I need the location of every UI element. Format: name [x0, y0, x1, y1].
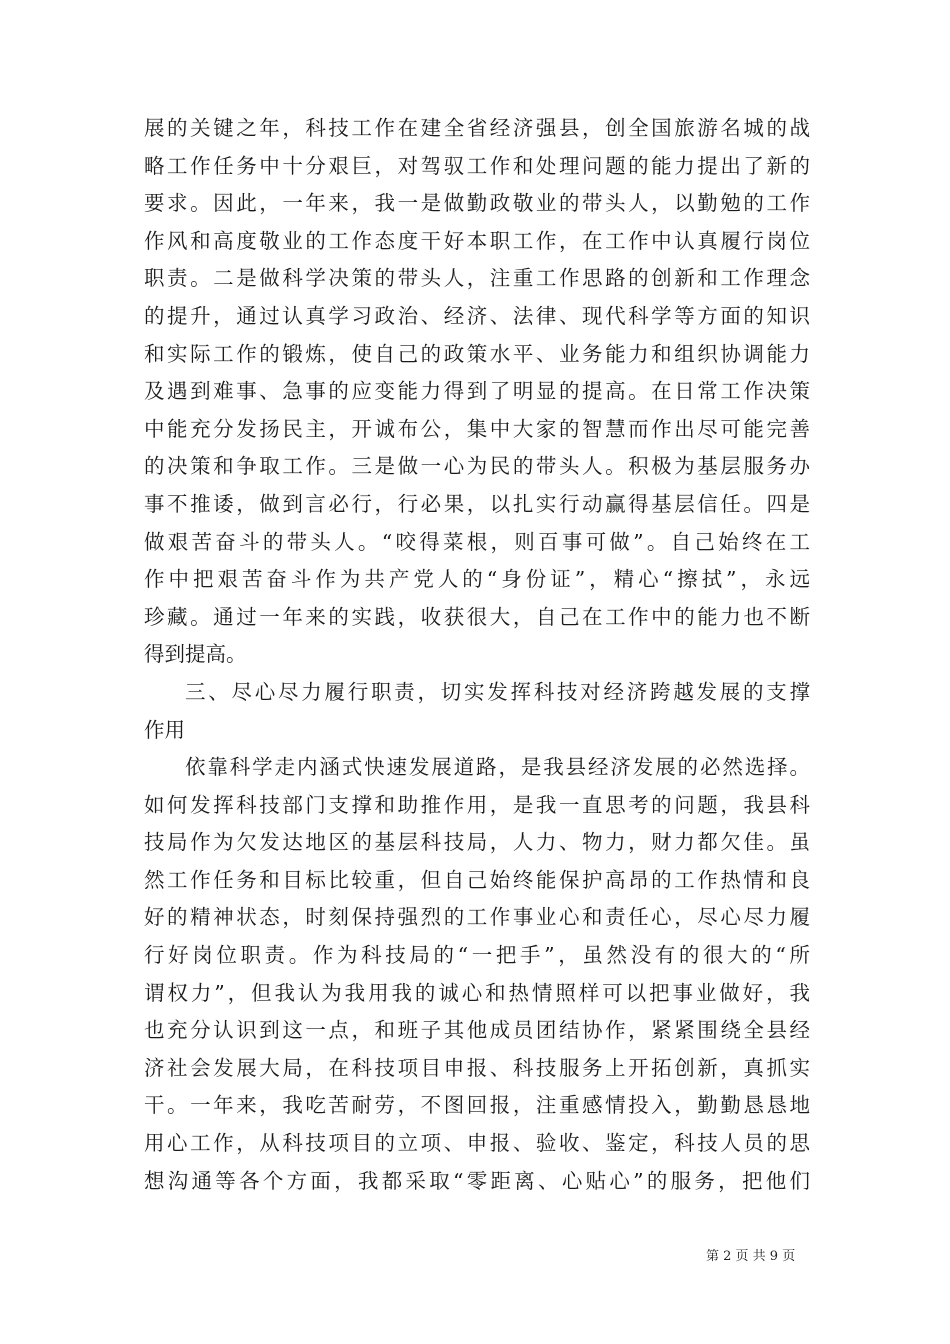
text-line: 展的关键之年，科技工作在建全省经济强县，创全国旅游名城的战: [144, 116, 810, 140]
text-line: 得到提高。: [144, 642, 247, 667]
text-line: 好的精神状态，时刻保持强烈的工作事业心和责任心，尽心尽力履: [144, 905, 810, 930]
text-line: 做艰苦奋斗的带头人。“咬得菜根，则百事可做”。自己始终在工: [144, 529, 810, 554]
text-line: 作中把艰苦奋斗作为共产党人的“身份证”，精心“擦拭”，永远: [144, 567, 810, 592]
text-line: 作风和高度敬业的工作态度干好本职工作，在工作中认真履行岗位: [144, 228, 810, 253]
text-line: 济社会发展大局，在科技项目申报、科技服务上开拓创新，真抓实: [144, 1055, 810, 1080]
text-line: 技局作为欠发达地区的基层科技局，人力、物力，财力都欠佳。虽: [144, 830, 810, 855]
text-line: 的提升，通过认真学习政治、经济、法律、现代科学等方面的知识: [144, 303, 810, 328]
text-line: 要求。因此，一年来，我一是做勤政敬业的带头人，以勤勉的工作: [144, 191, 810, 216]
text-line: 然工作任务和目标比较重，但自己始终能保护高昂的工作热情和良: [144, 867, 810, 892]
text-line: 作用: [144, 717, 185, 742]
text-line: 也充分认识到这一点，和班子其他成员团结协作，紧紧围绕全县经: [144, 1018, 810, 1043]
text-line: 谓权力”，但我认为我用我的诚心和热情照样可以把事业做好，我: [144, 980, 810, 1005]
text-line: 的决策和争取工作。三是做一心为民的带头人。积极为基层服务办: [144, 454, 810, 479]
text-line: 三、尽心尽力履行职责，切实发挥科技对经济跨越发展的支撑: [185, 679, 810, 704]
text-line: 依靠科学走内涵式快速发展道路，是我县经济发展的必然选择。: [185, 755, 810, 780]
text-line: 行好岗位职责。作为科技局的“一把手”，虽然没有的很大的“所: [144, 943, 810, 968]
text-line: 及遇到难事、急事的应变能力得到了明显的提高。在日常工作决策: [144, 379, 810, 404]
text-line: 职责。二是做科学决策的带头人，注重工作思路的创新和工作理念: [144, 266, 810, 291]
text-line: 中能充分发扬民主，开诚布公，集中大家的智慧而作出尽可能完善: [144, 416, 810, 441]
document-body: [144, 110, 810, 1200]
text-line: 略工作任务中十分艰巨，对驾驭工作和处理问题的能力提出了新的: [144, 153, 810, 178]
text-line: 和实际工作的锻炼，使自己的政策水平、业务能力和组织协调能力: [144, 341, 810, 366]
text-line: 事不推诿，做到言必行，行必果，以扎实行动赢得基层信任。四是: [144, 491, 810, 516]
text-line: 用心工作，从科技项目的立项、申报、验收、鉴定，科技人员的思: [144, 1131, 810, 1156]
text-line: 珍藏。通过一年来的实践，收获很大，自己在工作中的能力也不断: [144, 604, 810, 629]
text-line: 干。一年来，我吃苦耐劳，不图回报，注重感情投入，勤勤恳恳地: [144, 1093, 810, 1118]
page-number-footer: 第 2 页 共 9 页: [706, 1249, 796, 1264]
text-line: 如何发挥科技部门支撑和助推作用，是我一直思考的问题，我县科: [144, 792, 810, 817]
text-line: 想沟通等各个方面，我都采取“零距离、心贴心”的服务，把他们: [144, 1168, 810, 1193]
